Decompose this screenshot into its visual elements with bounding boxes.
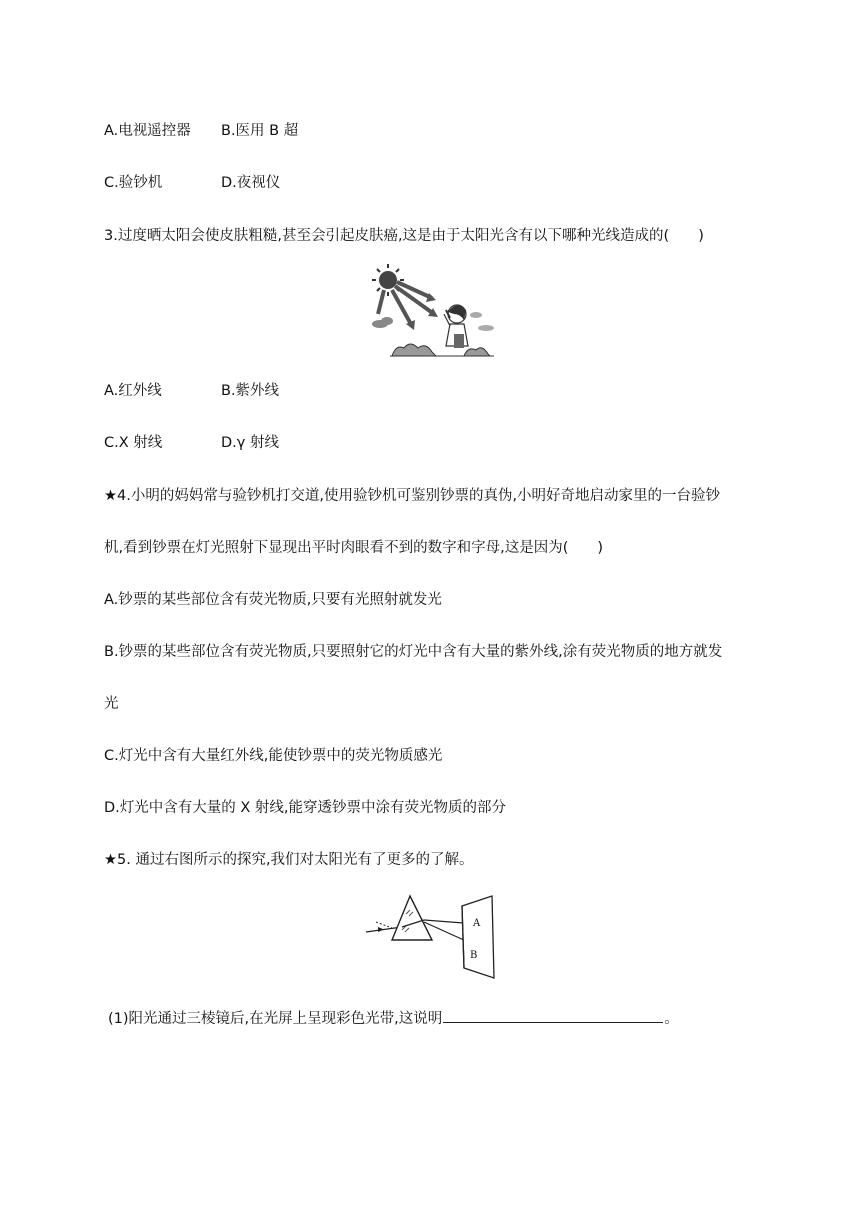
q3-option-b: B.紫外线 — [221, 383, 280, 399]
q4-option-d: D.灯光中含有大量的 X 射线,能穿透钞票中涂有荧光物质的部分 — [104, 800, 507, 816]
answer-blank[interactable] — [443, 1006, 663, 1023]
q3-option-a: A.红外线 — [104, 383, 162, 399]
q2-option-d: D.夜视仪 — [221, 175, 281, 191]
q4-stem-line-1: ★4.小明的妈妈常与验钞机打交道,使用验钞机可鉴别钞票的真伪,小明好奇地启动家里的一台验钞 — [104, 488, 721, 504]
q2-option-c: C.验钞机 — [104, 175, 163, 191]
q4-option-c: C.灯光中含有大量红外线,能使钞票中的荧光物质感光 — [104, 748, 443, 764]
q4-option-b-line-2: 光 — [104, 696, 119, 712]
sun-girl-illustration — [364, 262, 500, 358]
q5-sub-question-1 — [108, 1006, 679, 1029]
q4-option-a: A.钞票的某些部位含有荧光物质,只要有光照射就发光 — [104, 592, 442, 608]
q3-option-c: C.X 射线 — [104, 435, 163, 451]
q3-options-row-2 — [104, 433, 279, 453]
q4-option-b-line-1: B.钞票的某些部位含有荧光物质,只要照射它的灯光中含有大量的紫外线,涂有荧光物质的地方就发 — [104, 644, 723, 660]
q4-stem-line-2: 机,看到钞票在灯光照射下显现出平时肉眼看不到的数字和字母,这是因为( ) — [104, 540, 604, 556]
screen-label-b: B — [470, 950, 478, 961]
q2-option-a: A.电视遥控器 — [104, 123, 191, 139]
q2-options-row-1 — [104, 121, 298, 141]
q3-option-d: D.γ 射线 — [221, 435, 279, 451]
q2-options-row-2 — [104, 173, 280, 193]
q5-sub1-suffix: 。 — [664, 1011, 679, 1027]
q2-option-b: B.医用 B 超 — [221, 123, 299, 139]
q3-options-row-1 — [104, 381, 279, 401]
q5-stem: ★5. 通过右图所示的探究,我们对太阳光有了更多的了解。 — [104, 852, 474, 868]
q3-stem: 3.过度晒太阳会使皮肤粗糙,甚至会引起皮肤癌,这是由于太阳光含有以下哪种光线造成的( ) — [104, 228, 704, 244]
screen-label-a: A — [473, 918, 481, 929]
prism-experiment-diagram — [362, 890, 502, 982]
q5-sub1-prefix: (1)阳光通过三棱镜后,在光屏上呈现彩色光带,这说明 — [108, 1011, 443, 1027]
